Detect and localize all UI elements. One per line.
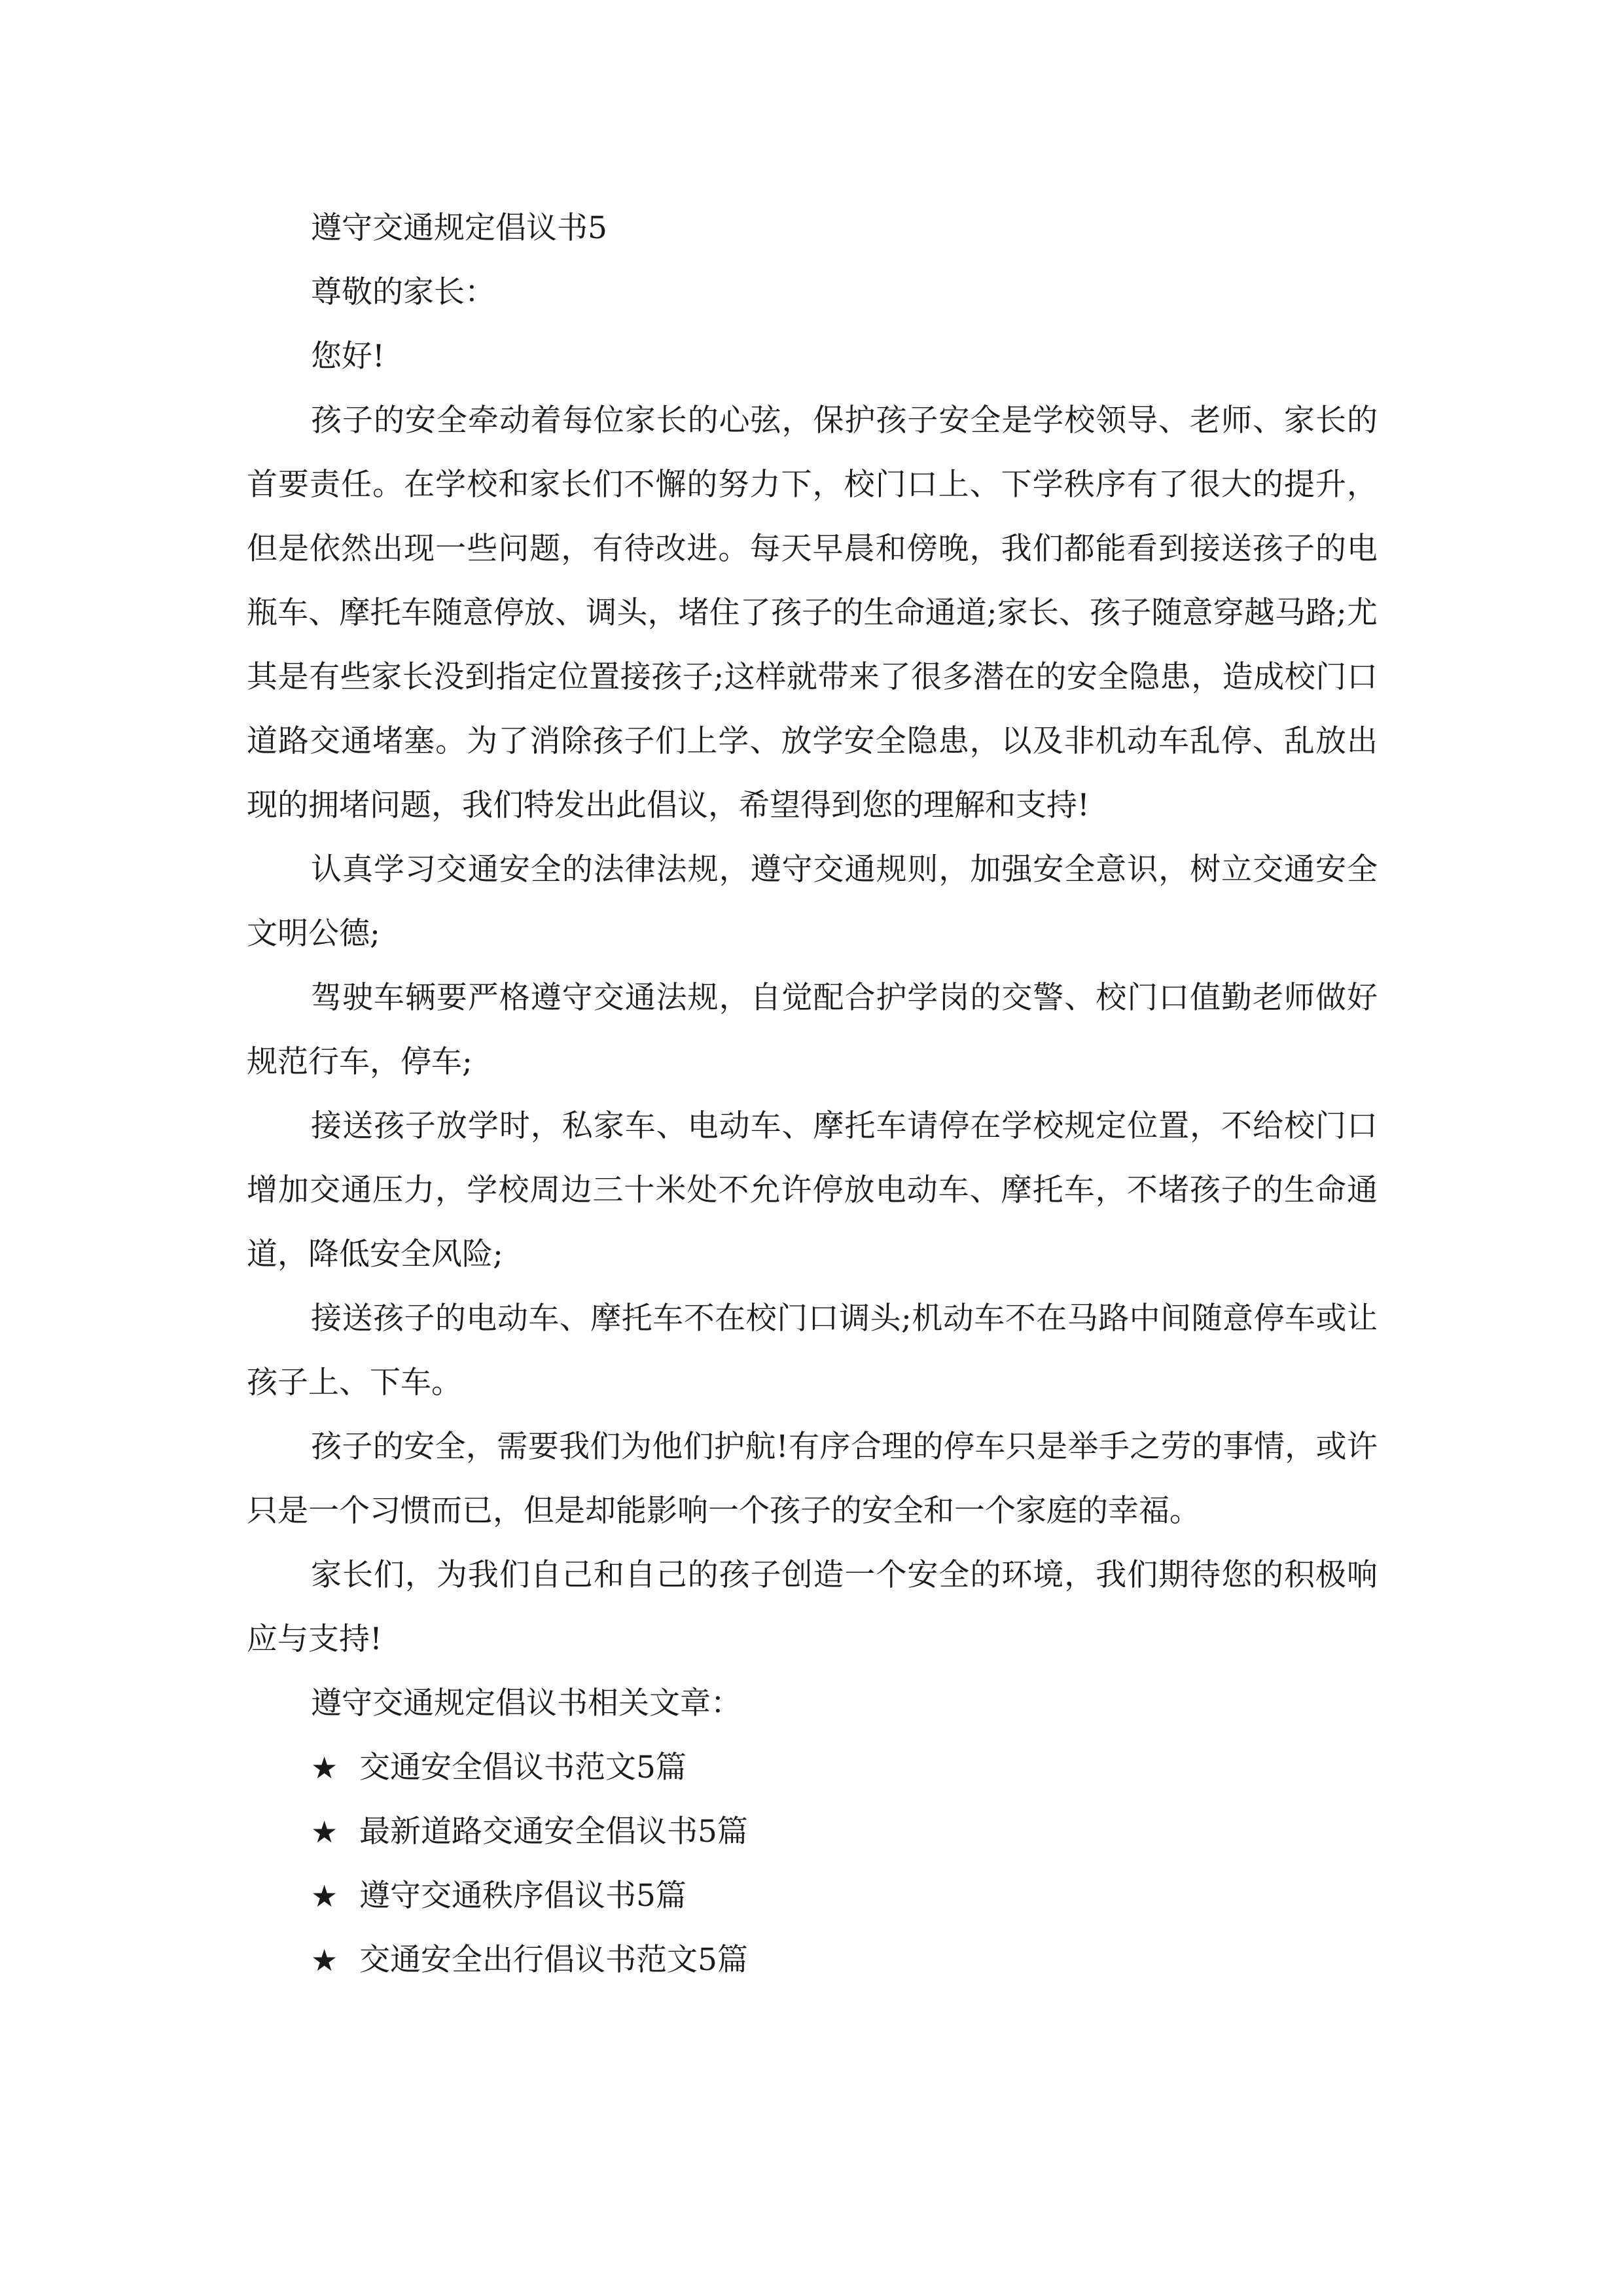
salutation: 尊敬的家长： [311, 274, 495, 310]
related-article-title: 遵守交通秩序倡议书5篇 [359, 1878, 687, 1914]
star-icon: ★ [311, 1814, 338, 1850]
body-paragraph: 接送孩子的电动车、摩托车不在校门口调头;机动车不在马路中间随意停车或让孩子上、下车。 [247, 1300, 1378, 1401]
greeting: 您好! [311, 338, 385, 374]
document-title: 遵守交通规定倡议书5 [311, 210, 607, 246]
related-article-link[interactable] [247, 1864, 1378, 1928]
body-paragraph: 认真学习交通安全的法律法规，遵守交通规则，加强安全意识，树立交通安全文明公德; [247, 852, 1378, 952]
star-icon: ★ [311, 1878, 338, 1914]
related-article-link[interactable] [247, 1800, 1378, 1864]
related-article-link[interactable] [247, 1928, 1378, 1992]
related-article-title: 交通安全出行倡议书范文5篇 [359, 1942, 748, 1978]
body-paragraph: 接送孩子放学时，私家车、电动车、摩托车请停在学校规定位置，不给校门口增加交通压力，学校周边三十米处不允许停放电动车、摩托车，不堵孩子的生命通道，降低安全风险; [247, 1108, 1378, 1272]
related-heading: 遵守交通规定倡议书相关文章： [311, 1685, 741, 1721]
body-paragraph: 孩子的安全牵动着每位家长的心弦，保护孩子安全是学校领导、老师、家长的首要责任。在学校和家长们不懈的努力下，校门口上、下学秩序有了很大的提升，但是依然出现一些问题，有待改进。每天早晨和傍晚，我们都能看到接送孩子的电瓶车、摩托车随意停放、调头，堵住了孩子的生命通道;家长、孩子随意穿越马路;尤其是有些家长没到指定位置接孩子;这样就带来了很多潜在的安全隐患，造成校门口道路交通堵塞。为了消除孩子们上学、放学安全隐患，以及非机动车乱停、乱放出现的拥堵问题，我们特发出此倡议，希望得到您的理解和支持! [247, 403, 1378, 823]
star-icon: ★ [311, 1750, 338, 1785]
body-paragraph: 家长们，为我们自己和自己的孩子创造一个安全的环境，我们期待您的积极响应与支持! [247, 1557, 1378, 1657]
related-article-link[interactable] [247, 1736, 1378, 1800]
related-article-title: 交通安全倡议书范文5篇 [359, 1749, 687, 1785]
body-paragraph: 驾驶车辆要严格遵守交通法规，自觉配合护学岗的交警、校门口值勤老师做好规范行车，停车; [247, 980, 1378, 1080]
related-articles-list [247, 1736, 1378, 1992]
star-icon: ★ [311, 1943, 338, 1978]
document-page [247, 196, 1378, 1992]
body-paragraph: 孩子的安全，需要我们为他们护航!有序合理的停车只是举手之劳的事情，或许只是一个习惯而已，但是却能影响一个孩子的安全和一个家庭的幸福。 [247, 1429, 1378, 1529]
related-article-title: 最新道路交通安全倡议书5篇 [359, 1814, 748, 1850]
